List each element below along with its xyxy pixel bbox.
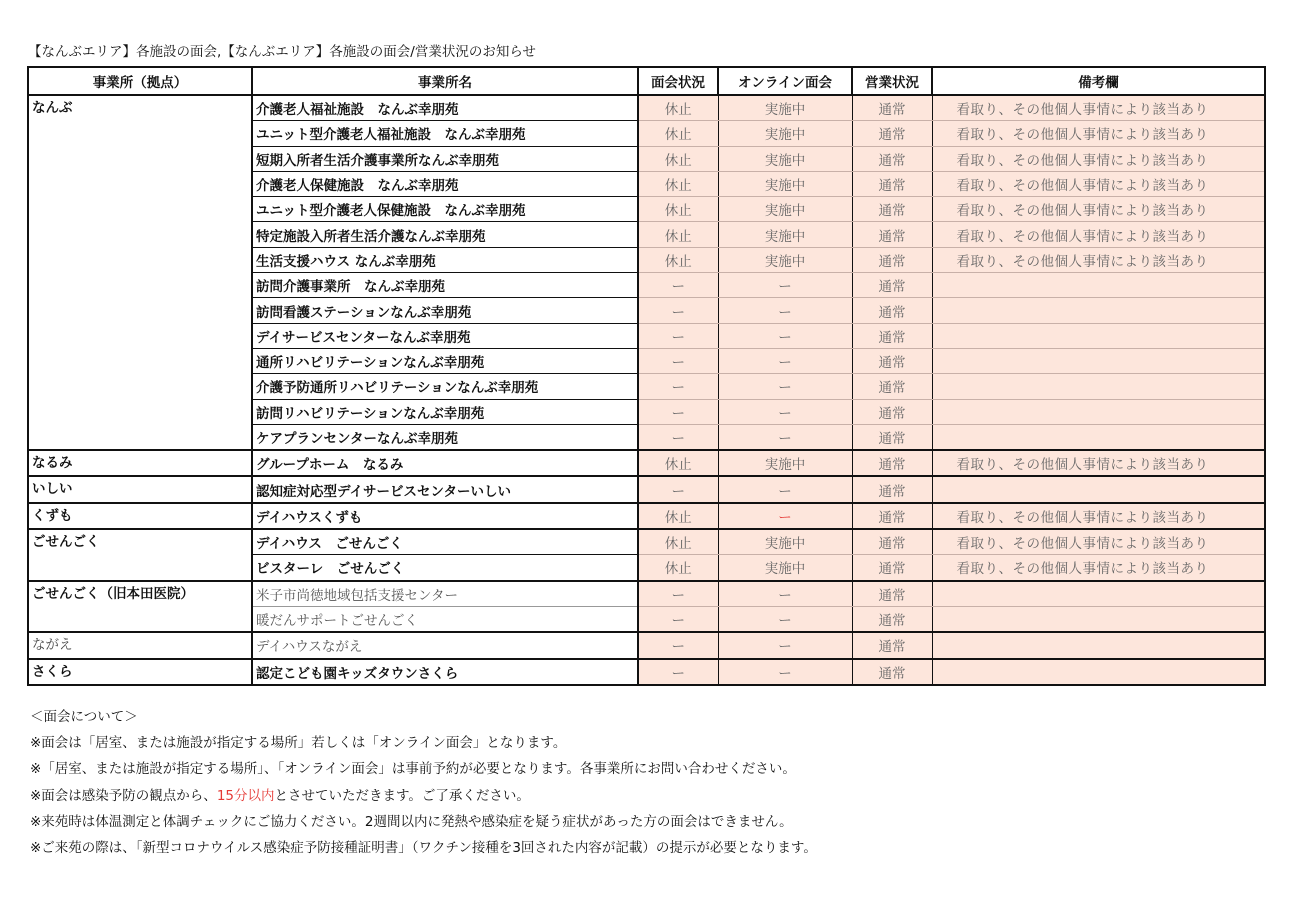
facility-name-cell: ケアプランセンターなんぶ幸朋苑 [252,424,638,450]
remarks-cell [932,273,1265,298]
table-row [28,374,1265,399]
facility-name-cell: 生活支援ハウス なんぶ幸朋苑 [252,247,638,272]
remarks-cell [932,606,1265,632]
visit-status-cell: 休止 [638,146,718,171]
table-row [28,95,1265,121]
area-cell: なんぶ [28,95,252,121]
area-cell [28,399,252,424]
table-row [28,424,1265,450]
area-cell [28,121,252,146]
business-status-cell: 通常 [852,503,932,529]
area-cell [28,348,252,373]
table-row [28,348,1265,373]
area-cell: なるみ [28,450,252,476]
area-cell [28,171,252,196]
online-visit-cell: 実施中 [718,197,852,222]
facility-name-cell: 特定施設入所者生活介護なんぶ幸朋苑 [252,222,638,247]
header-area: 事業所（拠点） [28,67,252,95]
business-status-cell: 通常 [852,273,932,298]
table-row [28,171,1265,196]
business-status-cell: 通常 [852,247,932,272]
visit-status-cell: ー [638,581,718,607]
table-row [28,323,1265,348]
header-facility: 事業所名 [252,67,638,95]
visit-status-cell: 休止 [638,503,718,529]
visit-status-cell: ー [638,632,718,658]
table-row [28,529,1265,555]
visit-status-cell: 休止 [638,121,718,146]
remarks-cell: 看取り、その他個人事情により該当あり [932,95,1265,121]
area-cell: ごせんごく [28,529,252,555]
facility-name-cell: デイハウスくずも [252,503,638,529]
table-row [28,632,1265,658]
remarks-cell: 看取り、その他個人事情により該当あり [932,121,1265,146]
area-cell [28,247,252,272]
table-row [28,503,1265,529]
visit-status-cell: 休止 [638,171,718,196]
table-row [28,197,1265,222]
online-visit-cell: 実施中 [718,450,852,476]
online-visit-cell: 実施中 [718,171,852,196]
online-visit-cell: ー [718,606,852,632]
area-cell [28,273,252,298]
visit-status-cell: 休止 [638,450,718,476]
facility-name-cell: グループホーム なるみ [252,450,638,476]
business-status-cell: 通常 [852,323,932,348]
online-visit-cell: 実施中 [718,529,852,555]
area-cell: いしい [28,476,252,502]
remarks-cell: 看取り、その他個人事情により該当あり [932,503,1265,529]
visit-status-cell: ー [638,399,718,424]
business-status-cell: 通常 [852,555,932,581]
note-line-3-after: とさせていただきます。ご了承ください。 [274,787,530,804]
online-visit-cell: ー [718,348,852,373]
business-status-cell: 通常 [852,222,932,247]
business-status-cell: 通常 [852,197,932,222]
business-status-cell: 通常 [852,399,932,424]
remarks-cell [932,476,1265,502]
online-visit-cell: ー [718,632,852,658]
business-status-cell: 通常 [852,374,932,399]
area-cell [28,374,252,399]
visit-status-cell: ー [638,424,718,450]
visit-status-cell: ー [638,323,718,348]
table-row [28,222,1265,247]
online-visit-cell: ー [718,323,852,348]
facility-name-cell: ユニット型介護老人保健施設 なんぶ幸朋苑 [252,197,638,222]
facility-name-cell: 通所リハビリテーションなんぶ幸朋苑 [252,348,638,373]
visit-status-cell: 休止 [638,247,718,272]
business-status-cell: 通常 [852,606,932,632]
online-visit-cell: ー [718,581,852,607]
area-cell [28,606,252,632]
remarks-cell [932,399,1265,424]
remarks-cell [932,424,1265,450]
header-visit-status: 面会状況 [638,67,718,95]
visit-status-cell: 休止 [638,529,718,555]
remarks-cell [932,323,1265,348]
facility-name-cell: 認知症対応型デイサービスセンターいしい [252,476,638,502]
table-row [28,606,1265,632]
visit-status-cell: ー [638,298,718,323]
table-row [28,399,1265,424]
business-status-cell: 通常 [852,171,932,196]
online-visit-cell: ー [718,273,852,298]
header-remarks: 備考欄 [932,67,1265,95]
remarks-cell: 看取り、その他個人事情により該当あり [932,146,1265,171]
business-status-cell: 通常 [852,450,932,476]
table-row [28,146,1265,171]
table-row [28,581,1265,607]
business-status-cell: 通常 [852,348,932,373]
note-line-3-before: ※面会は感染予防の観点から、 [30,787,217,804]
facility-name-cell: 訪問看護ステーションなんぶ幸朋苑 [252,298,638,323]
business-status-cell: 通常 [852,529,932,555]
online-visit-cell: 実施中 [718,247,852,272]
online-visit-cell: 実施中 [718,222,852,247]
note-time-limit-highlight: 15分以内 [216,787,275,804]
table-row [28,247,1265,272]
note-line-1: ※面会は「居室、または施設が指定する場所」若しくは「オンライン面会」となります。 [30,735,567,752]
facility-name-cell: デイハウス ごせんごく [252,529,638,555]
note-line-5: ※ご来苑の際は、「新型コロナウイルス感染症予防接種証明書」（ワクチン接種を3回された内容が記載）の提示が必要となります。 [30,839,817,856]
header-business-status: 営業状況 [852,67,932,95]
facility-name-cell: 暖だんサポートごせんごく [252,606,638,632]
area-cell [28,555,252,581]
table-header-row [28,67,1265,95]
area-cell [28,146,252,171]
remarks-cell: 看取り、その他個人事情により該当あり [932,171,1265,196]
facility-name-cell: 介護老人保健施設 なんぶ幸朋苑 [252,171,638,196]
facility-name-cell: 訪問介護事業所 なんぶ幸朋苑 [252,273,638,298]
business-status-cell: 通常 [852,476,932,502]
remarks-cell: 看取り、その他個人事情により該当あり [932,222,1265,247]
visit-status-cell: 休止 [638,555,718,581]
visit-notes [30,704,817,861]
note-line-2: ※「居室、または施設が指定する場所」、「オンライン面会」は事前予約が必要となります。各事業所にお問い合わせください。 [30,761,796,778]
visit-status-cell: ー [638,374,718,399]
remarks-cell [932,348,1265,373]
area-cell [28,323,252,348]
table-row [28,273,1265,298]
business-status-cell: 通常 [852,424,932,450]
remarks-cell: 看取り、その他個人事情により該当あり [932,529,1265,555]
table-row [28,476,1265,502]
business-status-cell: 通常 [852,632,932,658]
remarks-cell: 看取り、その他個人事情により該当あり [932,450,1265,476]
business-status-cell: 通常 [852,581,932,607]
visit-status-cell: ー [638,606,718,632]
online-visit-cell: 実施中 [718,146,852,171]
remarks-cell [932,581,1265,607]
visit-status-cell: ー [638,348,718,373]
business-status-cell: 通常 [852,95,932,121]
area-cell: ごせんごく（旧本田医院） [28,581,252,607]
remarks-cell [932,374,1265,399]
business-status-cell: 通常 [852,121,932,146]
area-cell [28,424,252,450]
table-row [28,298,1265,323]
online-visit-cell: ー [718,374,852,399]
visit-status-cell: ー [638,476,718,502]
online-visit-cell: ー [718,298,852,323]
table-row [28,555,1265,581]
page-title: 【なんぶエリア】各施設の面会,【なんぶエリア】各施設の面会/営業状況のお知らせ [28,44,536,60]
area-cell [28,197,252,222]
area-cell: さくら [28,659,252,685]
area-cell: ながえ [28,632,252,658]
facility-name-cell: 認定こども園キッズタウンさくら [252,659,638,685]
facility-status-table [27,66,1266,686]
remarks-cell: 看取り、その他個人事情により該当あり [932,247,1265,272]
note-line-3 [30,783,817,809]
area-cell [28,222,252,247]
online-visit-cell: 実施中 [718,121,852,146]
online-visit-cell: ー [718,424,852,450]
business-status-cell: 通常 [852,298,932,323]
remarks-cell [932,659,1265,685]
area-cell: くずも [28,503,252,529]
online-visit-cell: 実施中 [718,555,852,581]
remarks-cell [932,632,1265,658]
facility-name-cell: 米子市尚徳地域包括支援センター [252,581,638,607]
visit-status-cell: ー [638,659,718,685]
table-row [28,450,1265,476]
online-visit-cell: ー [718,476,852,502]
area-cell [28,298,252,323]
header-online-visit: オンライン面会 [718,67,852,95]
note-line-4: ※来苑時は体温測定と体調チェックにご協力ください。2週間以内に発熱や感染症を疑う症状があった方の面会はできません。 [30,813,793,830]
business-status-cell: 通常 [852,146,932,171]
facility-name-cell: 短期入所者生活介護事業所なんぶ幸朋苑 [252,146,638,171]
facility-name-cell: 介護老人福祉施設 なんぶ幸朋苑 [252,95,638,121]
business-status-cell: 通常 [852,659,932,685]
facility-name-cell: デイサービスセンターなんぶ幸朋苑 [252,323,638,348]
visit-status-cell: 休止 [638,95,718,121]
online-visit-cell: ー [718,503,852,529]
facility-name-cell: ビスターレ ごせんごく [252,555,638,581]
online-visit-cell: ー [718,399,852,424]
visit-status-cell: ー [638,273,718,298]
visit-status-cell: 休止 [638,197,718,222]
notes-heading: ＜面会について＞ [30,709,138,725]
table-row [28,659,1265,685]
remarks-cell: 看取り、その他個人事情により該当あり [932,197,1265,222]
facility-name-cell: 介護予防通所リハビリテーションなんぶ幸朋苑 [252,374,638,399]
visit-status-cell: 休止 [638,222,718,247]
facility-name-cell: 訪問リハビリテーションなんぶ幸朋苑 [252,399,638,424]
remarks-cell: 看取り、その他個人事情により該当あり [932,555,1265,581]
online-visit-cell: 実施中 [718,95,852,121]
facility-name-cell: デイハウスながえ [252,632,638,658]
online-visit-cell: ー [718,659,852,685]
table-row [28,121,1265,146]
facility-name-cell: ユニット型介護老人福祉施設 なんぶ幸朋苑 [252,121,638,146]
remarks-cell [932,298,1265,323]
